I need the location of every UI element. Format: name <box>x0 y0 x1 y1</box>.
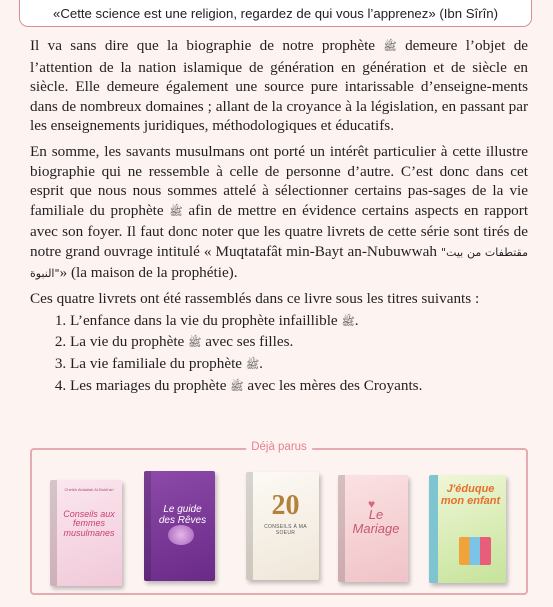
paragraph-3: Ces quatre livrets ont été rassemblés dans ce livre sous les titres suivants : <box>30 290 480 308</box>
list-item: 2. La vie du prophète ﷺ avec ses filles. <box>70 332 528 354</box>
panel-label: Déjà parus <box>246 441 312 453</box>
book-title: J'éduque mon enfant <box>440 483 501 507</box>
book-title: Conseils aux femmes musulmanes <box>63 509 115 538</box>
book-title: Le guide des Rêves <box>158 504 207 526</box>
book-cover-5[interactable] <box>429 475 506 583</box>
book-cover-3[interactable] <box>246 472 319 580</box>
list-item: 3. La vie familiale du prophète ﷺ. <box>70 354 528 376</box>
quote-text: «Cette science est une religion, regardez de qui vous l’apprenez» (Ibn Sîrîn) <box>53 5 498 21</box>
book-number: 20 <box>271 490 300 521</box>
book-cover-4[interactable] <box>338 475 408 582</box>
book-cover-2[interactable] <box>144 471 215 581</box>
list-item: 1. L’enfance dans la vie du prophète infaillible ﷺ. <box>70 311 528 333</box>
main-text <box>30 36 528 397</box>
saw-icon: ﷺ <box>169 205 183 218</box>
heart-icon: ♥ <box>368 497 376 511</box>
quote-banner <box>19 0 532 27</box>
saw-icon: ﷺ <box>341 315 355 328</box>
arabic-title: "مقتطفات من بيت النبوة" <box>30 245 529 280</box>
already-published-panel <box>30 441 528 595</box>
saw-icon: ﷺ <box>245 358 260 371</box>
toy-blocks-icon <box>459 537 491 565</box>
paragraph-2: En somme, les savants musulmans ont porté un intérêt particulier à cette illustre biographie qui ne ressemble à celle de personne d’autre. C’est donc dans cet esprit que nous nous sommes attelé à sélectionner certains pas-sages de la vie familiale du prophète ﷺ afin de mettre en évidence certains aspects en rapport avec son foyer. Il faut donc noter que les quatre livrets de cette série sont tirés de notre grand ouvrage intitulé « Muqtatafât min-Bayt an-Nubuwwah "مقتطفات من بيت النبوة"» (la maison de la prophétie). <box>30 142 529 281</box>
book-cover-1[interactable]: Cheikh Abdallah Al-Bukh'ari Conseils aux femmes musulmanes <box>50 480 122 586</box>
flower-icon <box>168 525 194 545</box>
book-title: CONSEILS À MA SOEUR <box>264 524 307 536</box>
book-titles-list <box>30 311 528 397</box>
list-item: 4. Les mariages du prophète ﷺ avec les mères des Croyants. <box>70 376 528 398</box>
book-title: Le Mariage <box>352 507 400 536</box>
paragraph-1: Il va sans dire que la biographie de notre prophète ﷺ demeure l’objet de l’attention de la nation islamique de génération en génération et de siècle en siècle. Elle demeure également une source pure intarissable d’enseigne-ments dans de nombreux domaines ; allant de la croyance à la législation, en passant par les enseignements juridiques, méthodologiques et éducatifs. <box>30 37 529 135</box>
saw-icon: ﷺ <box>383 41 397 53</box>
saw-icon: ﷺ <box>188 337 202 350</box>
saw-icon: ﷺ <box>230 380 244 393</box>
